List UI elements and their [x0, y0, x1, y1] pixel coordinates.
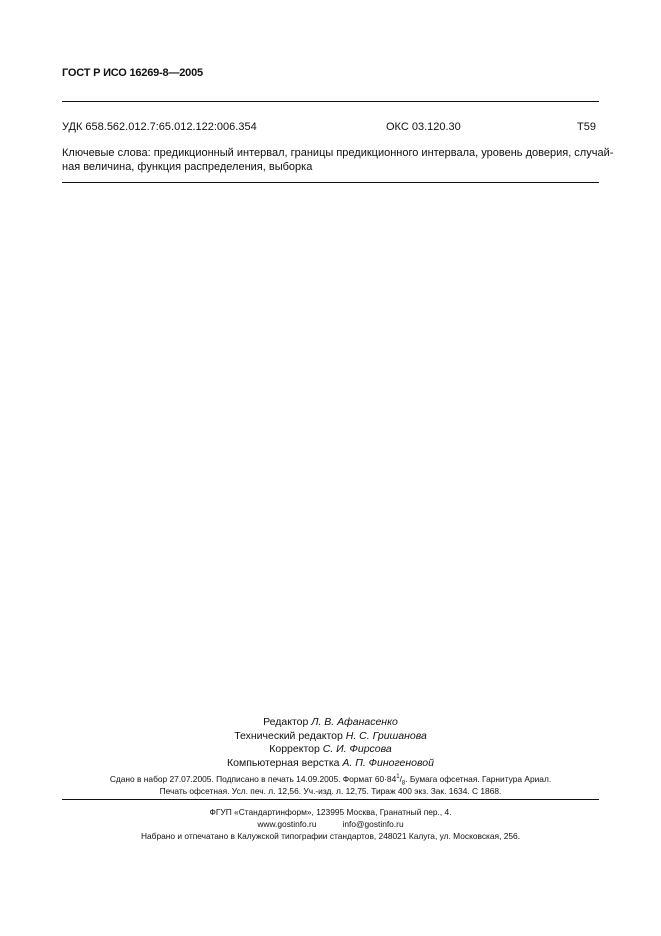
printing-text: Сдано в набор 27.07.2005. Подписано в печать 14.09.2005. Формат 60·84	[109, 774, 397, 784]
credit-role: Компьютерная верстка	[227, 756, 340, 769]
credit-proofreader	[0, 743, 661, 757]
credit-editor	[0, 716, 661, 730]
credit-role: Технический редактор	[234, 729, 343, 742]
credit-layout	[0, 757, 661, 771]
credit-role: Корректор	[269, 743, 320, 755]
credit-person: А. П. Финогеновой	[342, 756, 434, 769]
publisher-email: info@gostinfo.ru	[342, 819, 404, 829]
keywords-line: ная величина, функция распределения, выборка	[62, 161, 313, 173]
credit-person: Н. С. Гришанова	[345, 729, 427, 742]
printing-house: Набрано и отпечатано в Калужской типографии стандартов, 248021 Калуга, ул. Московская, 256.	[140, 831, 521, 841]
credit-tech-editor	[0, 730, 661, 744]
credits-block	[0, 716, 661, 770]
credit-role: Редактор	[263, 716, 309, 728]
document-title: ГОСТ Р ИСО 16269-8—2005	[62, 67, 203, 79]
publisher-website: www.gostinfo.ru	[257, 819, 317, 829]
keywords-block	[62, 146, 614, 174]
top-divider	[62, 101, 599, 102]
printing-text: . Бумага офсетная. Гарнитура Ариал.	[405, 774, 552, 784]
keywords-divider	[62, 182, 599, 183]
udk-code: УДК 658.562.012.7:65.012.122:006.354	[62, 121, 257, 133]
printing-details-line-1: Сдано в набор 27.07.2005. Подписано в печать 14.09.2005. Формат $60\cdot 84^1/_8$. Бумага офсетная. Гарнитура Ариал.	[109, 774, 552, 787]
oks-code: ОКС 03.120.30	[386, 121, 461, 133]
format-superscript: 1	[396, 774, 400, 781]
printing-details-line-2: Печать офсетная. Усл. печ. л. 12,56. Уч.-изд. л. 12,75. Тираж 400 экз. Зак. 1634. С 1868.	[159, 786, 502, 796]
format-subscript: 8	[401, 780, 406, 787]
publisher-address: ФГУП «Стандартинформ», 123995 Москва, Гранатный пер., 4.	[209, 807, 452, 817]
publisher-contacts	[0, 818, 661, 830]
classification-code: Т59	[577, 121, 596, 133]
keywords-line: Ключевые слова: предикционный интервал, границы предикционного интервала, уровень доверия, случай-	[62, 147, 614, 159]
credit-person: Л. В. Афанасенко	[311, 716, 398, 728]
publisher-divider	[62, 799, 599, 800]
credit-person: С. И. Фирсова	[322, 743, 392, 755]
